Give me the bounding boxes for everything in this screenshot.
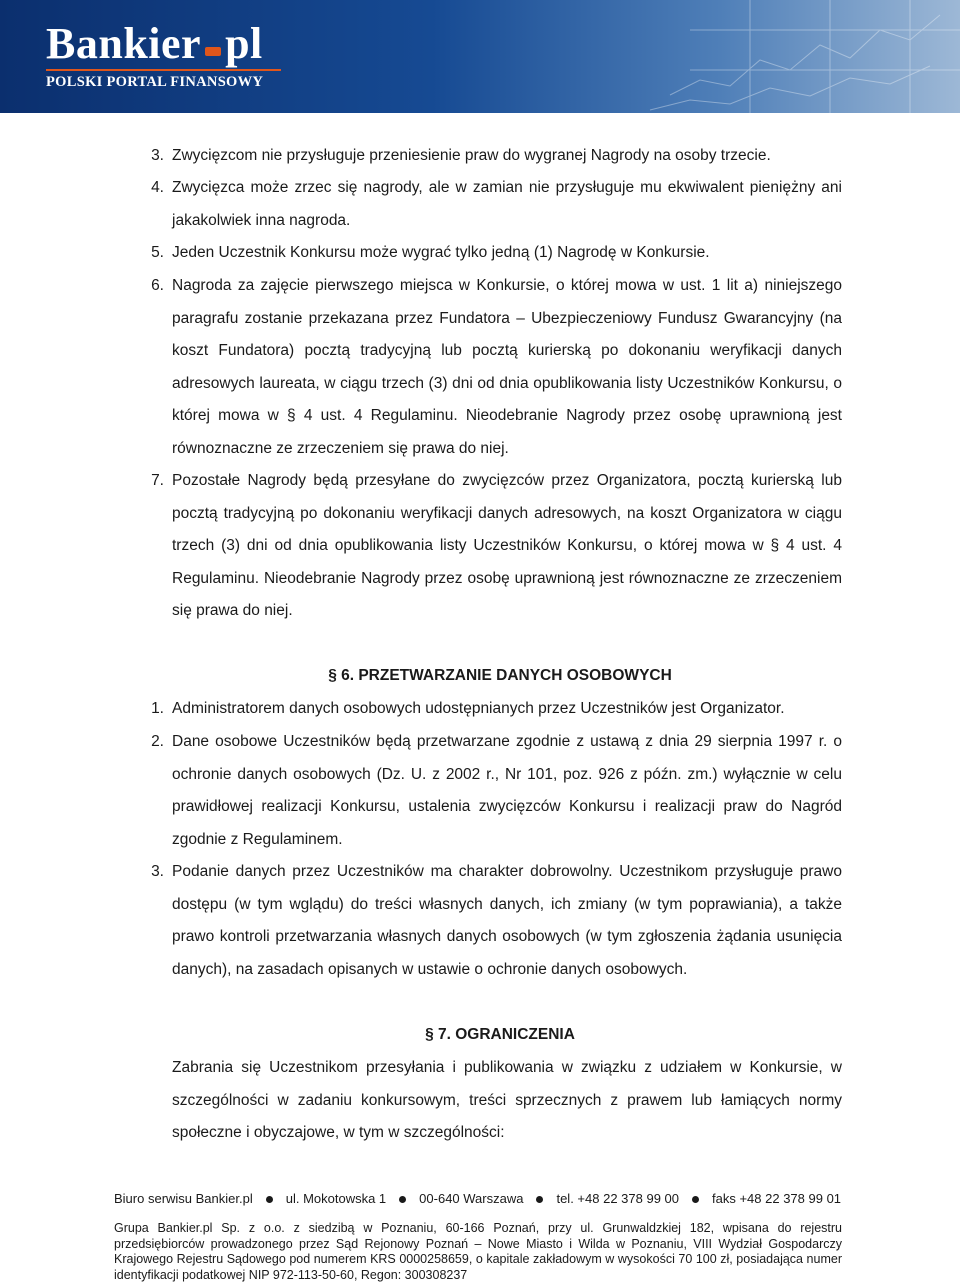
- footer-company-info: Grupa Bankier.pl Sp. z o.o. z siedzibą w Poznaniu, 60-166 Poznań, przy ul. Grunwaldzkiej 182, wpisana do rejestru przedsiębiorców prowadzonego przez Sąd Rejonowy Poznań – Nowe Miasto i Wilda w Poznaniu, VIII Wydział Gospodarczy Krajowego Rejestru Sądowego pod numerem KRS 0000258659, o kapitale zakładowym w wysokości 70 100 zł, posiadająca numer identyfikacji podatkowej NIP 972-113-50-60, Regon: 300308237: [114, 1221, 842, 1282]
- item-number: 3.: [151, 863, 164, 880]
- footer-street: ul. Mokotowska 1: [285, 1191, 387, 1206]
- page-header: [0, 0, 960, 113]
- logo: [46, 19, 263, 68]
- section-heading: [0, 1019, 960, 1052]
- section-title: § 6. PRZETWARZANIE DANYCH OSOBOWYCH: [328, 667, 672, 684]
- item-text: Dane osobowe Uczestników będą przetwarzane zgodnie z ustawą z dnia 29 sierpnia 1997 r. o ochronie danych osobowych (Dz. U. z 2002 r., Nr 101, poz. 926 z późn. zm.) wyłącznie w celu prawidłowej realizacji Konkursu, ustalenia zwycięzców Konkursu i realizacji praw do Nagród zgodnie z Regulaminem.: [172, 733, 842, 848]
- item-text: Nagroda za zajęcie pierwszego miejsca w Konkursie, o której mowa w ust. 1 lit a) niniejszego paragrafu zostanie przekazana przez Fundatora – Ubezpieczeniowy Fundusz Gwarancyjny (na koszt Fundatora) pocztą tradycyjną lub pocztą kurierską po dokonaniu weryfikacji danych adresowych laureata, w ciągu trzech (3) dni od dnia opublikowania listy Uczestników Konkursu, o której mowa w § 4 ust. 4 Regulaminu. Nieodebranie Nagrody przez osobę uprawnioną jest równoznaczne ze zrzeczeniem się prawa do niej.: [172, 277, 842, 457]
- section-title: § 7. OGRANICZENIA: [425, 1026, 575, 1043]
- item-text: Zwycięzcom nie przysługuje przeniesienie praw do wygranej Nagrody na osoby trzecie.: [172, 147, 771, 164]
- item-text: Podanie danych przez Uczestników ma charakter dobrowolny. Uczestnikom przysługuje prawo dostępu (w tym wglądu) do treści własnych danych, ich zmiany (w tym poprawiania), a także prawo kontroli przetwarzania własnych danych osobowych (w tym zgłoszenia żądania usunięcia danych), na zasadach opisanych w ustawie o ochronie danych osobowych.: [172, 863, 842, 978]
- bullet-icon: [536, 1196, 543, 1203]
- logo-text: Bankier: [46, 19, 202, 68]
- item-number: 6.: [151, 277, 164, 294]
- footer-fax: faks +48 22 378 99 01: [712, 1191, 842, 1206]
- section-heading: [0, 660, 960, 693]
- bullet-icon: [399, 1196, 406, 1203]
- item-text: Zwycięzca może zrzec się nagrody, ale w zamian nie przysługuje mu ekwiwalent pieniężny ani jakakolwiek inna nagroda.: [172, 179, 842, 229]
- item-number: 3.: [151, 147, 164, 164]
- header-decoration: [630, 0, 960, 113]
- item-number: 4.: [151, 179, 164, 196]
- bullet-icon: [692, 1196, 699, 1203]
- logo-suffix: pl: [225, 19, 263, 68]
- footer-office: Biuro serwisu Bankier.pl: [114, 1191, 253, 1206]
- logo-underline: [46, 69, 281, 71]
- item-number: 1.: [151, 700, 164, 717]
- footer-city: 00-640 Warszawa: [419, 1191, 524, 1206]
- item-text: Pozostałe Nagrody będą przesyłane do zwycięzców przez Organizatora, pocztą kurierską lub pocztą tradycyjną po dokonaniu weryfikacji danych adresowych, na koszt Organizatora w ciągu trzech (3) dni od dnia opublikowania listy Uczestników Konkursu, o której mowa w § 4 ust. 4 Regulaminu. Nieodebranie Nagrody przez osobę uprawnioną jest równoznaczne ze zrzeczeniem się prawa do niej.: [172, 472, 842, 619]
- item-number: 2.: [151, 733, 164, 750]
- item-text: Administratorem danych osobowych udostępnianych przez Uczestników jest Organizator.: [172, 700, 785, 717]
- footer-tel: tel. +48 22 378 99 00: [556, 1191, 679, 1206]
- paragraph-text: Zabrania się Uczestnikom przesyłania i publikowania w związku z udziałem w Konkursie, w szczególności w zadaniu konkursowym, treści sprzecznych z prawem lub łamiących normy społeczne i obyczajowe, w tym w szczególności:: [172, 1059, 842, 1141]
- logo-tagline: POLSKI PORTAL FINANSOWY: [46, 74, 264, 90]
- bullet-icon: [266, 1196, 273, 1203]
- item-text: Jeden Uczestnik Konkursu może wygrać tylko jedną (1) Nagrodę w Konkursie.: [172, 244, 710, 261]
- item-number: 7.: [151, 472, 164, 489]
- item-number: 5.: [151, 244, 164, 261]
- footer-contact: [114, 1190, 854, 1208]
- logo-dot: [205, 47, 221, 56]
